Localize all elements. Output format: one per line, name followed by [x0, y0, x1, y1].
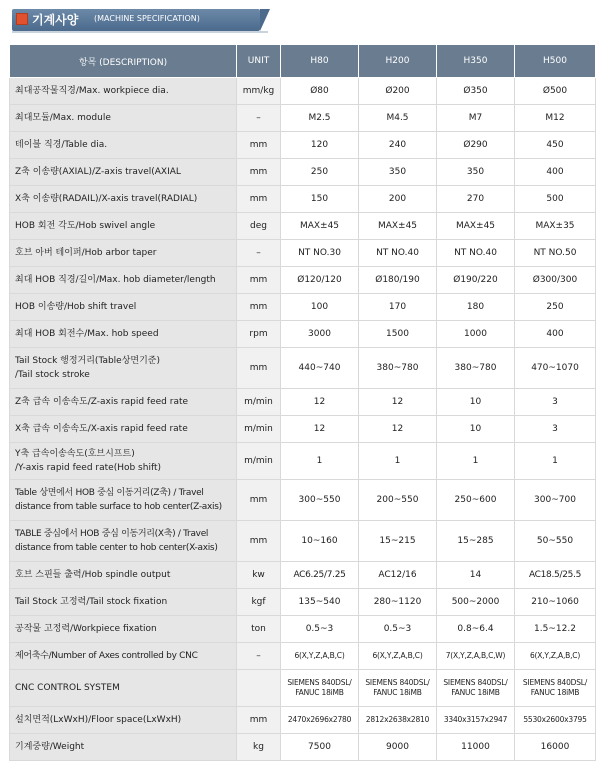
row-description: X축 급속 이송속도/X-axis rapid feed rate — [10, 416, 237, 443]
header-description: 항목 (DESCRIPTION) — [10, 45, 237, 78]
row-unit: rpm — [237, 321, 281, 348]
value-h500: Ø300/300 — [515, 267, 596, 294]
machine-spec-table — [9, 44, 596, 761]
row-unit: – — [237, 240, 281, 267]
row-unit: – — [237, 105, 281, 132]
value-h80: 440~740 — [281, 348, 359, 389]
square-bullet-icon — [16, 13, 28, 25]
value-h80: Ø80 — [281, 78, 359, 105]
value-h200: 9000 — [359, 734, 437, 761]
row-unit: ton — [237, 616, 281, 643]
row-description-line-1: Table 상면에서 HOB 중심 이동거리(Z축) / Travel — [15, 488, 204, 498]
value-h80: SIEMENS 840DSL/ FANUC 18iMB — [281, 670, 359, 707]
value-h500: 250 — [515, 294, 596, 321]
row-description: 최대 HOB 회전수/Max. hob speed — [10, 321, 237, 348]
row-unit: mm — [237, 294, 281, 321]
title-underline — [12, 31, 268, 33]
value-h80: 1 — [281, 443, 359, 480]
value-h80: 3000 — [281, 321, 359, 348]
row-description: 최대공작물직경/Max. workpiece dia. — [10, 78, 237, 105]
table-row — [10, 213, 596, 240]
row-unit: m/min — [237, 416, 281, 443]
value-h80: AC6.25/7.25 — [281, 562, 359, 589]
row-unit: mm — [237, 159, 281, 186]
table-row — [10, 267, 596, 294]
row-description-line-2: /Y-axis rapid feed rate(Hob shift) — [15, 463, 162, 473]
value-h350: 350 — [437, 159, 515, 186]
value-h80: 150 — [281, 186, 359, 213]
table-row — [10, 240, 596, 267]
value-h350: 270 — [437, 186, 515, 213]
value-h350: 7(X,Y,Z,A,B,C,W) — [437, 643, 515, 670]
value-h200: M4.5 — [359, 105, 437, 132]
row-description-line-2: distance from table surface to hob center(Z-axis) — [15, 502, 222, 512]
value-h350: 500~2000 — [437, 589, 515, 616]
section-subtitle: (MACHINE SPECIFICATION) — [94, 14, 200, 23]
value-h200: 350 — [359, 159, 437, 186]
value-h200: 12 — [359, 416, 437, 443]
row-description: HOB 회전 각도/Hob swivel angle — [10, 213, 237, 240]
value-h500: M12 — [515, 105, 596, 132]
header-unit: UNIT — [237, 45, 281, 78]
row-description-line-1: Y축 급속이송속도(호브시프트) — [15, 449, 135, 459]
value-h500: Ø500 — [515, 78, 596, 105]
value-h350: 10 — [437, 416, 515, 443]
table-row — [10, 643, 596, 670]
row-description: Z축 급속 이송속도/Z-axis rapid feed rate — [10, 389, 237, 416]
value-h200: NT NO.40 — [359, 240, 437, 267]
table-row — [10, 562, 596, 589]
table-row — [10, 480, 596, 521]
value-h350: 14 — [437, 562, 515, 589]
row-unit: – — [237, 643, 281, 670]
value-h80: 12 — [281, 389, 359, 416]
row-unit: mm — [237, 521, 281, 562]
value-h350: 10 — [437, 389, 515, 416]
value-h500: 1 — [515, 443, 596, 480]
row-description: HOB 이송량/Hob shift travel — [10, 294, 237, 321]
table-row — [10, 321, 596, 348]
row-description: 공작물 고정력/Workpiece fixation — [10, 616, 237, 643]
value-h200: 2812x2638x2810 — [359, 707, 437, 734]
value-h500: 3 — [515, 389, 596, 416]
row-description-line-2: /Tail stock stroke — [15, 370, 90, 380]
value-h80: 6(X,Y,Z,A,B,C) — [281, 643, 359, 670]
value-h200: SIEMENS 840DSL/ FANUC 18iMB — [359, 670, 437, 707]
value-h80: 250 — [281, 159, 359, 186]
value-h500: MAX±35 — [515, 213, 596, 240]
value-h80: NT NO.30 — [281, 240, 359, 267]
value-h500: 1.5~12.2 — [515, 616, 596, 643]
value-h350: 3340x3157x2947 — [437, 707, 515, 734]
value-h350: NT NO.40 — [437, 240, 515, 267]
value-h500: 300~700 — [515, 480, 596, 521]
value-h500: 50~550 — [515, 521, 596, 562]
table-row — [10, 78, 596, 105]
row-unit: mm — [237, 267, 281, 294]
section-title-bar — [12, 9, 260, 31]
value-h350: 15~285 — [437, 521, 515, 562]
value-h200: 0.5~3 — [359, 616, 437, 643]
header-model-h500: H500 — [515, 45, 596, 78]
value-h200: 240 — [359, 132, 437, 159]
value-h350: 250~600 — [437, 480, 515, 521]
value-h80: 7500 — [281, 734, 359, 761]
row-unit: mm/kg — [237, 78, 281, 105]
table-row — [10, 443, 596, 480]
value-h350: MAX±45 — [437, 213, 515, 240]
row-description-line-2: distance from table center to hob center(X-axis) — [15, 543, 218, 553]
value-h500: 5530x2600x3795 — [515, 707, 596, 734]
row-description: CNC CONTROL SYSTEM — [10, 670, 237, 707]
row-description: Z축 이송량(AXIAL)/Z-axis travel(AXIAL — [10, 159, 237, 186]
row-description: 호브 스핀들 출력/Hob spindle output — [10, 562, 237, 589]
value-h80: 300~550 — [281, 480, 359, 521]
table-row — [10, 348, 596, 389]
table-row — [10, 389, 596, 416]
value-h500: 400 — [515, 159, 596, 186]
value-h500: NT NO.50 — [515, 240, 596, 267]
value-h200: AC12/16 — [359, 562, 437, 589]
value-h500: 400 — [515, 321, 596, 348]
row-unit — [237, 670, 281, 707]
row-description: 테이블 직경/Table dia. — [10, 132, 237, 159]
table-row — [10, 105, 596, 132]
row-unit: mm — [237, 707, 281, 734]
table-row — [10, 186, 596, 213]
value-h350: Ø190/220 — [437, 267, 515, 294]
value-h350: 0.8~6.4 — [437, 616, 515, 643]
table-row — [10, 707, 596, 734]
header-model-h350: H350 — [437, 45, 515, 78]
value-h200: 200~550 — [359, 480, 437, 521]
row-description: Tail Stock 고정력/Tail stock fixation — [10, 589, 237, 616]
value-h80: M2.5 — [281, 105, 359, 132]
table-row — [10, 294, 596, 321]
table-row — [10, 416, 596, 443]
header-row — [10, 45, 596, 78]
row-description: 설치면적(LxWxH)/Floor space(LxWxH) — [10, 707, 237, 734]
value-h350: Ø290 — [437, 132, 515, 159]
row-unit: mm — [237, 186, 281, 213]
value-h200: 6(X,Y,Z,A,B,C) — [359, 643, 437, 670]
table-row — [10, 670, 596, 707]
value-h350: SIEMENS 840DSL/ FANUC 18iMB — [437, 670, 515, 707]
row-description: 호브 아버 테이퍼/Hob arbor taper — [10, 240, 237, 267]
row-unit: kg — [237, 734, 281, 761]
row-description — [10, 348, 237, 389]
value-h500: 6(X,Y,Z,A,B,C) — [515, 643, 596, 670]
table-row — [10, 132, 596, 159]
value-h500: 210~1060 — [515, 589, 596, 616]
row-description — [10, 480, 237, 521]
value-h500: AC18.5/25.5 — [515, 562, 596, 589]
table-row — [10, 734, 596, 761]
value-h80: Ø120/120 — [281, 267, 359, 294]
row-unit: mm — [237, 480, 281, 521]
value-h350: M7 — [437, 105, 515, 132]
value-h80: 135~540 — [281, 589, 359, 616]
row-description-line-1: TABLE 중심에서 HOB 중심 이동거리(X축) / Travel — [15, 529, 209, 539]
value-h200: 1500 — [359, 321, 437, 348]
value-h500: 500 — [515, 186, 596, 213]
value-h80: 100 — [281, 294, 359, 321]
value-h500: 16000 — [515, 734, 596, 761]
row-description — [10, 443, 237, 480]
value-h200: 12 — [359, 389, 437, 416]
value-h500: 3 — [515, 416, 596, 443]
value-h200: 280~1120 — [359, 589, 437, 616]
value-h350: Ø350 — [437, 78, 515, 105]
row-description — [10, 521, 237, 562]
value-h80: 0.5~3 — [281, 616, 359, 643]
title-bar-tab-edge — [260, 9, 270, 31]
value-h500: SIEMENS 840DSL/ FANUC 18iMB — [515, 670, 596, 707]
value-h200: 15~215 — [359, 521, 437, 562]
value-h200: 380~780 — [359, 348, 437, 389]
row-description-line-1: Tail Stock 행정거리(Table상면기준) — [15, 356, 161, 366]
value-h80: 10~160 — [281, 521, 359, 562]
value-h350: 380~780 — [437, 348, 515, 389]
value-h350: 1 — [437, 443, 515, 480]
value-h500: 450 — [515, 132, 596, 159]
value-h200: 170 — [359, 294, 437, 321]
table-row — [10, 589, 596, 616]
value-h500: 470~1070 — [515, 348, 596, 389]
row-description: 최대모듈/Max. module — [10, 105, 237, 132]
value-h80: 12 — [281, 416, 359, 443]
header-model-h80: H80 — [281, 45, 359, 78]
value-h80: 120 — [281, 132, 359, 159]
value-h350: 1000 — [437, 321, 515, 348]
value-h200: 1 — [359, 443, 437, 480]
section-title: 기계사양 — [32, 13, 79, 27]
row-unit: kgf — [237, 589, 281, 616]
row-unit: m/min — [237, 389, 281, 416]
table-row — [10, 616, 596, 643]
row-unit: deg — [237, 213, 281, 240]
value-h200: 200 — [359, 186, 437, 213]
row-description: 제어축수/Number of Axes controlled by CNC — [10, 643, 237, 670]
row-unit: mm — [237, 132, 281, 159]
value-h200: MAX±45 — [359, 213, 437, 240]
value-h350: 11000 — [437, 734, 515, 761]
value-h200: Ø180/190 — [359, 267, 437, 294]
header-model-h200: H200 — [359, 45, 437, 78]
row-description: 최대 HOB 직경/길이/Max. hob diameter/length — [10, 267, 237, 294]
row-unit: m/min — [237, 443, 281, 480]
row-unit: mm — [237, 348, 281, 389]
value-h200: Ø200 — [359, 78, 437, 105]
row-description: X축 이송량(RADAIL)/X-axis travel(RADIAL) — [10, 186, 237, 213]
row-unit: kw — [237, 562, 281, 589]
row-description: 기계중량/Weight — [10, 734, 237, 761]
table-row — [10, 521, 596, 562]
value-h350: 180 — [437, 294, 515, 321]
value-h80: 2470x2696x2780 — [281, 707, 359, 734]
table-row — [10, 159, 596, 186]
value-h80: MAX±45 — [281, 213, 359, 240]
